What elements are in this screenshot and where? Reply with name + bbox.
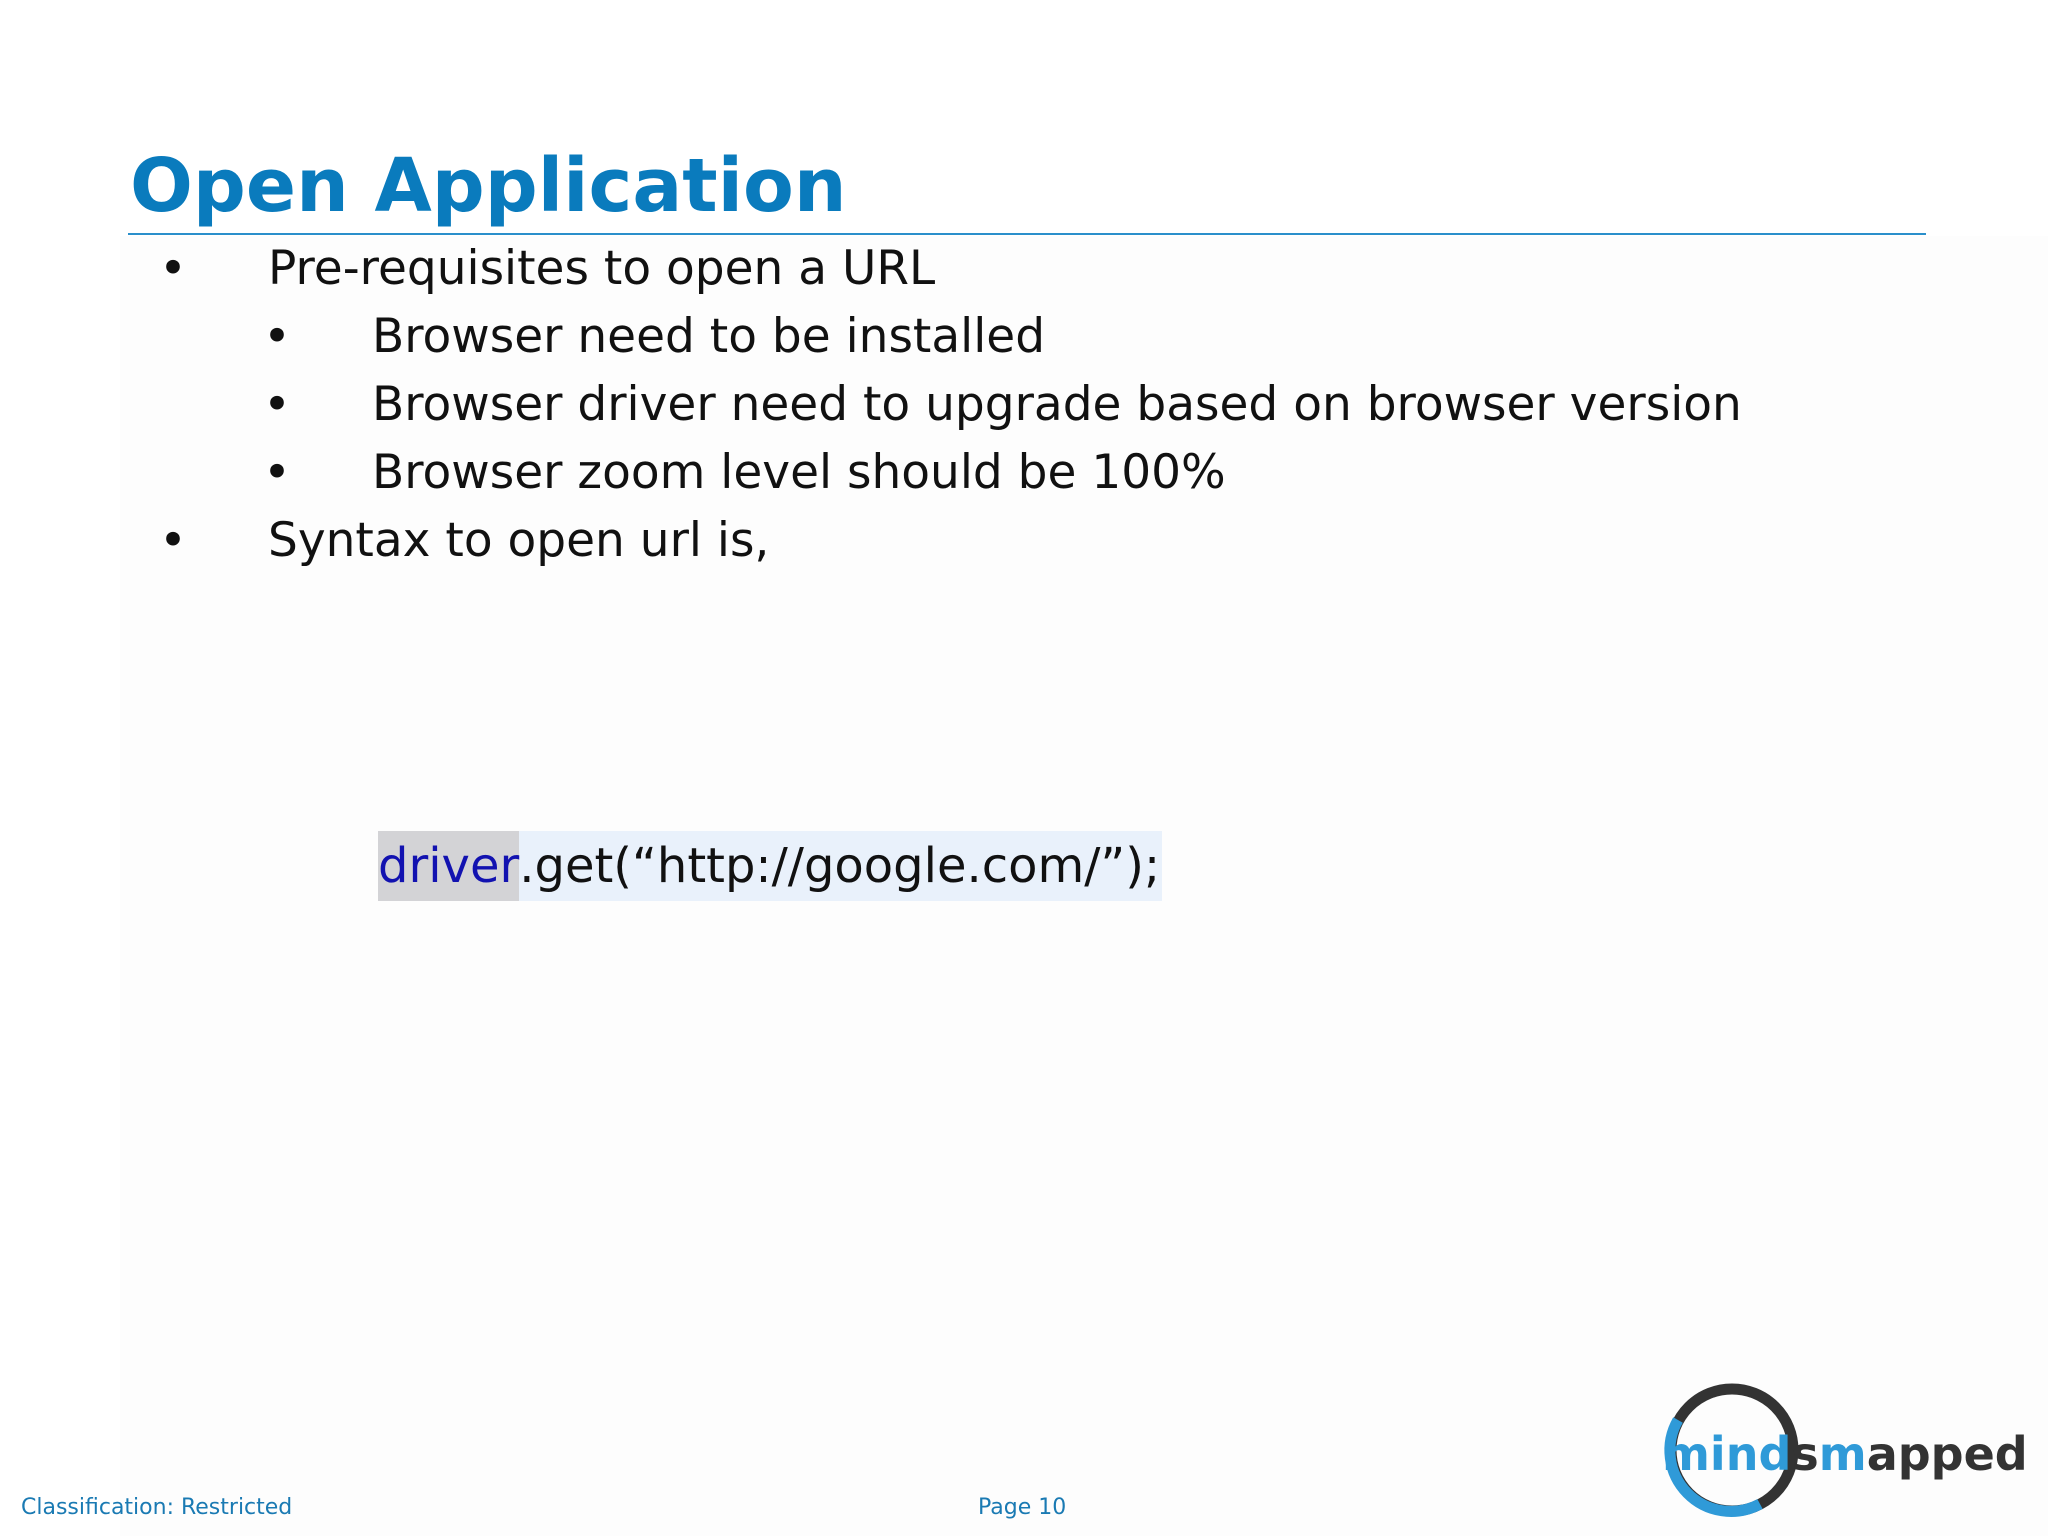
title-divider bbox=[128, 233, 1926, 235]
bullet-text: Pre-requisites to open a URL bbox=[268, 241, 936, 296]
bullet-text: Browser need to be installed bbox=[372, 309, 1046, 364]
bullet-marker: • bbox=[263, 309, 291, 364]
svg-text:mindsmapped: mindsmapped bbox=[1662, 1427, 2028, 1481]
code-object: driver bbox=[378, 831, 519, 901]
bullet-marker: • bbox=[263, 445, 291, 500]
classification-label: Classification: Restricted bbox=[21, 1495, 293, 1520]
bullet-marker: • bbox=[263, 377, 291, 432]
logo-text-mind: mind bbox=[1662, 1427, 1792, 1481]
bullet-marker: • bbox=[159, 241, 187, 296]
slide-title: Open Application bbox=[130, 143, 847, 229]
code-call: .get(“http://google.com/”); bbox=[519, 838, 1161, 894]
code-snippet bbox=[378, 831, 1162, 901]
bullet-text: Browser driver need to upgrade based on browser version bbox=[372, 377, 1742, 432]
page-number: Page 10 bbox=[978, 1495, 1067, 1520]
bullet-text: Syntax to open url is, bbox=[268, 513, 770, 568]
mindsmapped-logo-icon bbox=[1620, 1380, 2030, 1530]
bullet-marker: • bbox=[159, 513, 187, 568]
mindsmapped-logo bbox=[1620, 1380, 2030, 1530]
bullet-text: Browser zoom level should be 100% bbox=[372, 445, 1226, 500]
